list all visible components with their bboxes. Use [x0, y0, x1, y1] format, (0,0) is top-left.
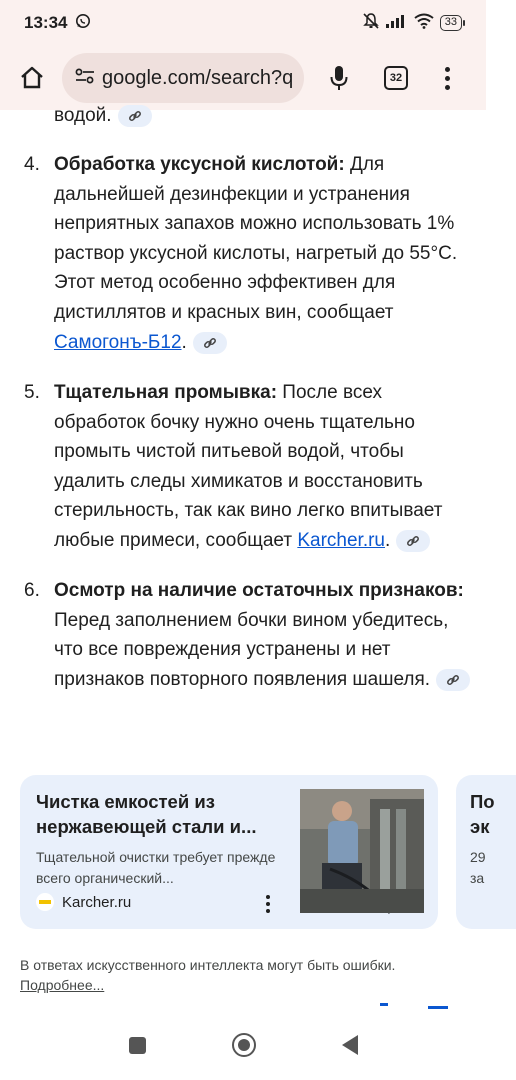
- url-text[interactable]: google.com/search?q: [102, 66, 294, 89]
- home-circle-icon[interactable]: [232, 1033, 256, 1057]
- feedback-icon[interactable]: [380, 1003, 388, 1006]
- source-link[interactable]: Karcher.ru: [297, 529, 385, 551]
- home-icon[interactable]: [14, 60, 50, 96]
- feedback-icon[interactable]: [428, 1006, 448, 1009]
- source-card-title[interactable]: Чистка емкостей из нержавеющей стали и...: [36, 791, 257, 837]
- source-card-partial[interactable]: [456, 775, 516, 929]
- source-card-title: [470, 789, 495, 839]
- status-bar: [0, 0, 486, 46]
- source-link[interactable]: Самогонъ-Б12: [54, 331, 182, 353]
- signal-icon: [386, 13, 408, 33]
- list-item-number: 6.: [24, 580, 40, 601]
- source-link-chip[interactable]: [396, 530, 430, 552]
- mute-bell-icon: [362, 12, 380, 35]
- learn-more-link[interactable]: Подробнее...: [20, 977, 105, 993]
- status-time: 13:34: [24, 13, 68, 32]
- tabs-icon[interactable]: 32: [384, 66, 408, 90]
- list-item-text: Перед заполнением бочки вином убедитесь, что все повреждения устранены и нет признаков повторного появления шашеля.: [54, 609, 449, 690]
- address-bar[interactable]: [62, 53, 304, 103]
- source-card-title-line: По: [470, 791, 495, 812]
- source-card-snippet-line: 29: [470, 849, 486, 865]
- list-item: [24, 378, 474, 556]
- list-item: [24, 150, 474, 357]
- ai-disclaimer: [20, 955, 460, 995]
- battery-icon: 33: [440, 15, 462, 31]
- source-link-chip[interactable]: [436, 669, 470, 691]
- source-link-chip[interactable]: [118, 105, 152, 127]
- source-link-chip[interactable]: [193, 332, 227, 354]
- list-item-title: Осмотр на наличие остаточных признаков:: [54, 580, 464, 601]
- whatsapp-icon: [75, 13, 91, 34]
- back-icon[interactable]: [342, 1035, 358, 1055]
- source-card-snippet-line: за: [470, 869, 485, 886]
- source-card-thumbnail: [300, 789, 424, 913]
- list-item-title: Обработка уксусной кислотой:: [54, 154, 345, 175]
- mic-icon[interactable]: [324, 60, 354, 96]
- system-navigation-bar: [0, 1010, 486, 1080]
- source-card[interactable]: [20, 775, 438, 929]
- more-vert-icon[interactable]: [266, 895, 270, 913]
- list-item-title: Тщательная промывка:: [54, 382, 278, 403]
- list-item-number: 5.: [24, 382, 40, 403]
- previous-item-text: водой.: [54, 105, 112, 126]
- source-card-site: [36, 893, 131, 911]
- site-settings-icon[interactable]: [74, 66, 96, 91]
- source-card-site-name: Karcher.ru: [62, 893, 132, 911]
- list-item-text: После всех обработок бочку нужно очень тщательно промыть чистой питьевой водой, чтобы удалить следы химикатов и восстановить стерильность, так как вино легко впитывает любые примеси, сообщает: [54, 382, 443, 551]
- list-item-period: .: [385, 529, 391, 551]
- wifi-icon: [414, 13, 434, 34]
- recents-icon[interactable]: [129, 1037, 146, 1054]
- source-card-snippet: Тщательной очистки требует прежде всего органический...: [36, 849, 276, 886]
- more-vert-icon[interactable]: [442, 67, 452, 90]
- list-item: [24, 576, 474, 694]
- list-item-text: Для дальнейшей дезинфекции и устранения неприятных запахов можно использовать 1% раствор уксусной кислоты, нагретый до 55°C. Этот метод особенно эффективен для дистиллятов и красных вин, сообщает: [54, 154, 458, 323]
- previous-item-tail: [24, 101, 474, 131]
- ai-overview-content: [0, 105, 495, 1010]
- source-card-title-line: эк: [470, 816, 490, 837]
- karcher-logo-icon: [36, 893, 54, 911]
- source-card-snippet: [470, 847, 486, 888]
- list-item-number: 4.: [24, 154, 40, 175]
- list-item-period: .: [181, 331, 187, 353]
- ai-disclaimer-text: В ответах искусственного интеллекта могут быть ошибки.: [20, 957, 396, 973]
